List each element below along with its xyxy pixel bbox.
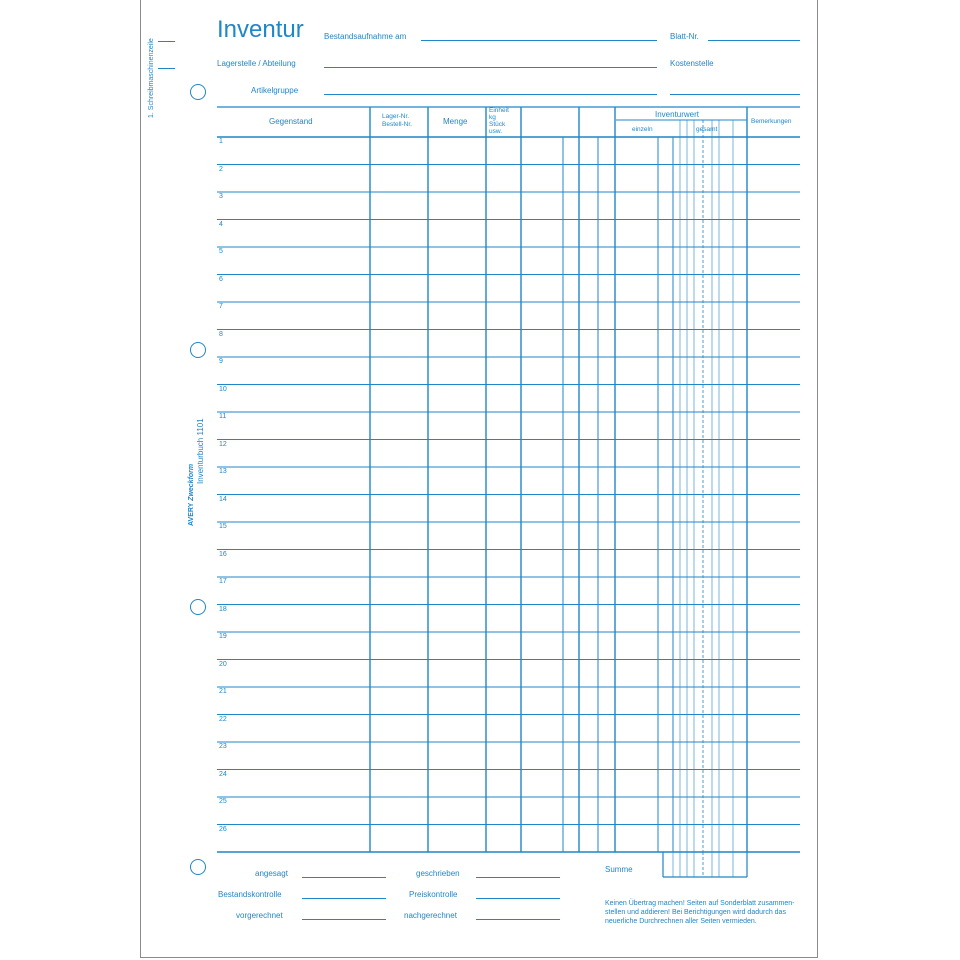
row-number-12: 12 xyxy=(219,440,227,448)
row-number-24: 24 xyxy=(219,770,227,778)
row-number-20: 20 xyxy=(219,660,227,668)
col-header-lager-nr: Lager-Nr. xyxy=(382,113,410,120)
summe-label: Summe xyxy=(605,865,633,874)
blatt-label: Blatt-Nr. xyxy=(670,32,699,41)
nachgerechnet-field[interactable] xyxy=(476,919,560,920)
row-number-17: 17 xyxy=(219,578,227,585)
artikelgruppe-label: Artikelgruppe xyxy=(251,86,299,95)
kostenstelle-label: Kostenstelle xyxy=(670,59,714,68)
row-number-18: 18 xyxy=(219,605,227,613)
preiskontrolle-field[interactable] xyxy=(476,898,560,899)
row-number-22: 22 xyxy=(219,715,227,723)
row-number-11: 11 xyxy=(219,413,227,420)
row-number-9: 9 xyxy=(219,358,223,365)
vorgerechnet-label: vorgerechnet xyxy=(236,911,283,920)
bestandskontrolle-field[interactable] xyxy=(302,898,386,899)
row-number-3: 3 xyxy=(219,193,223,200)
row-number-10: 10 xyxy=(219,385,227,393)
vorgerechnet-field[interactable] xyxy=(302,919,386,920)
nachgerechnet-label: nachgerechnet xyxy=(404,911,457,920)
row-number-5: 5 xyxy=(219,248,223,255)
row-number-8: 8 xyxy=(219,330,223,338)
col-header-usw: usw. xyxy=(489,128,503,135)
row-number-16: 16 xyxy=(219,550,227,558)
geschrieben-label: geschrieben xyxy=(416,869,460,878)
col-header-bestell-nr: Bestell-Nr. xyxy=(382,121,412,128)
row-number-19: 19 xyxy=(219,633,227,640)
row-number-23: 23 xyxy=(219,743,227,750)
row-number-4: 4 xyxy=(219,220,223,228)
col-header-stueck: Stück xyxy=(489,121,506,128)
lagerstelle-label: Lagerstelle / Abteilung xyxy=(217,59,296,68)
col-header-menge: Menge xyxy=(443,117,468,126)
col-header-kg: kg xyxy=(489,114,496,121)
col-header-einheit: Einheit xyxy=(489,107,509,114)
row-number-13: 13 xyxy=(219,468,227,475)
col-header-gesamt: gesamt xyxy=(696,126,718,133)
row-number-21: 21 xyxy=(219,688,227,695)
col-header-gegenstand: Gegenstand xyxy=(269,117,313,126)
row-number-26: 26 xyxy=(219,825,227,833)
angesagt-label: angesagt xyxy=(255,869,288,878)
row-number-14: 14 xyxy=(219,495,227,503)
row-number-1: 1 xyxy=(219,138,223,145)
brand-subname: Zweckform xyxy=(188,463,195,501)
preiskontrolle-label: Preiskontrolle xyxy=(409,890,458,899)
row-number-2: 2 xyxy=(219,165,223,173)
book-number-label: Inventurbuch 1101 xyxy=(196,418,205,484)
col-header-einzeln: einzeln xyxy=(632,126,653,133)
bestandsaufnahme-label: Bestandsaufnahme am xyxy=(324,32,407,41)
row-number-7: 7 xyxy=(219,303,223,310)
row-number-25: 25 xyxy=(219,798,227,805)
row-number-6: 6 xyxy=(219,275,223,283)
col-header-bemerkungen: Bemerkungen xyxy=(751,118,792,125)
instruction-note: Keinen Übertrag machen! Seiten auf Sonderblatt zusammen-stellen und addieren! Bei Berichtigungen wird dadurch das neuerliche Durchrechnen aller Seiten vermieden. xyxy=(605,900,795,925)
page-title: Inventur xyxy=(217,16,304,43)
geschrieben-field[interactable] xyxy=(476,877,560,878)
bestandskontrolle-label: Bestandskontrolle xyxy=(218,890,282,899)
row-number-15: 15 xyxy=(219,523,227,530)
brand-name: AVERY xyxy=(188,502,195,526)
angesagt-field[interactable] xyxy=(302,877,386,878)
col-header-inventurwert: Inventurwert xyxy=(655,110,700,119)
typewriter-line-marker: 1. Schreibmaschinenzeile xyxy=(148,38,155,118)
